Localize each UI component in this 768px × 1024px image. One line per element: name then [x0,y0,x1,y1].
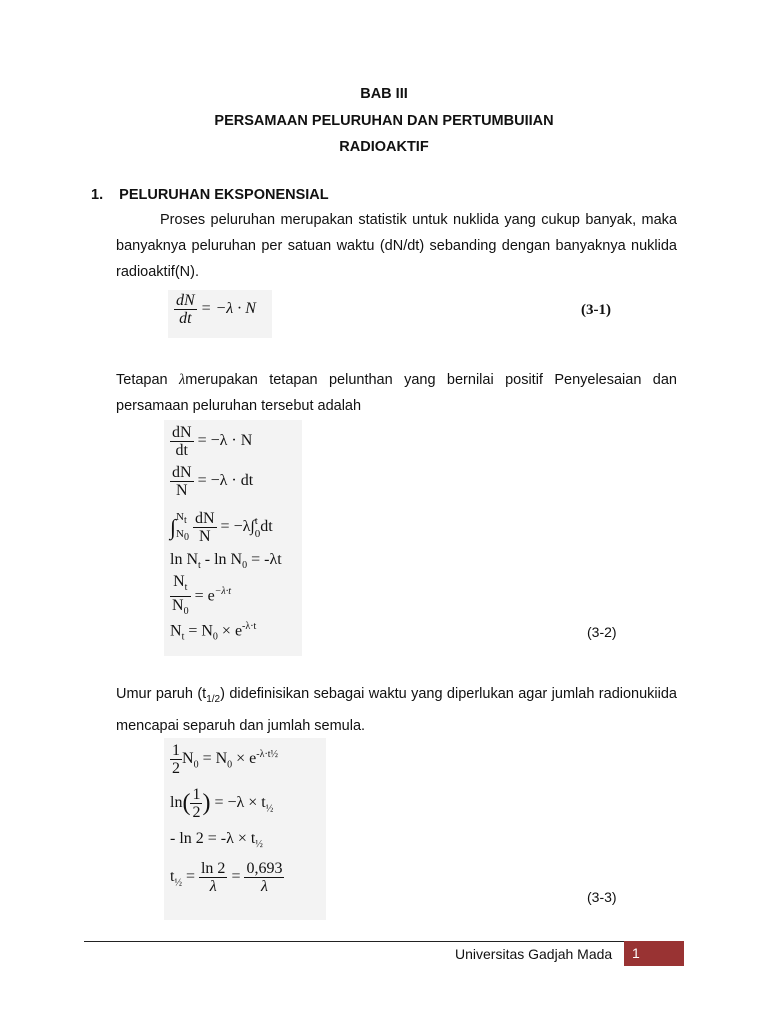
equation-block-3-2 [170,424,310,654]
equation-3-1-rhs: = −λ · N [200,300,256,318]
equation-label-3-3: (3-3) [587,889,617,905]
chapter-title-line2: RADIOAKTIF [339,139,429,155]
eq3-line1: $\frac{1}{2}$ $N_0 = N_0 \times e^{-\lambda\cdot t\frac{1}{2}}$ [172,742,279,777]
paragraph-intro: Proses peluruhan merupakan statistik untuk nuklida yang cukup banyak, maka banyaknya peluruhan per satuan waktu (dN/dt) sebanding dengan banyaknya nuklida radioaktif(N). [116,212,677,280]
eq2-line5: $\frac{N_t}{N_0}$ = $e^{-\lambda\cdot t}$ [172,573,232,618]
paragraph-constant: Tetapan λmerupakan tetapan pelunthan yang bernilai positif Penyelesaian dan persamaan peluruhan tersebut adalah [116,372,677,414]
section-heading [91,187,329,203]
equation-label-3-2: (3-2) [587,624,617,640]
eq2-line3: ∫ $N_t$ $N_0$ $\frac{dN}{N}$ = −λ∫ t 0 dt [170,510,273,545]
footer-institution: Universitas Gadjah Mada [455,946,613,962]
equation-block-3-3 [170,742,330,918]
eq2-line2: $\frac{dN}{N}$ = −λ · dt [172,464,254,499]
section-title: PELURUHAN EKSPONENSIAL [119,187,329,203]
eq2-line6: $N_t = N_0 \times e^{-\lambda\cdot t}$ [170,621,257,643]
eq3-line2: ln( $\frac{1}{2}$ ) = $-\lambda \times t_{\frac{1}{2}}$ [170,786,274,821]
paragraph-half-life: Umur paruh $(t_{1/2})$ didefinisikan sebagai waktu yang diperlukan agar jumlah radionukiida mencapai separuh dan jumlah semula. [116,686,677,734]
page-number: 1 [632,945,640,961]
eq2-line4: $\ln N_t - \ln N_0 = -\lambda t$ [170,551,282,572]
footer-rule [84,941,684,942]
equation-label-3-1: (3-1) [581,302,611,318]
chapter-number: BAB III [360,86,408,102]
equation-3-1: $\frac{dN}{dt}$ = −λ · N [176,292,256,327]
eq3-line4: $t_{\frac{1}{2}}$ = $\frac{\ln 2}{\lambda}$ = $\frac{0,693}{\lambda}$ [170,860,283,895]
eq3-line3: - $\ln 2 = -\lambda \times t_{\frac{1}{2}}$ [170,830,263,851]
chapter-title-line1: PERSAMAAN PELURUHAN DAN PERTUMBUIIAN [214,113,554,129]
page-number-badge [624,941,684,966]
section-number: 1. [91,187,104,203]
lambda-symbol: λ [179,372,186,388]
eq2-line1: $\frac{dN}{dt}$ = −λ · N [172,424,253,459]
